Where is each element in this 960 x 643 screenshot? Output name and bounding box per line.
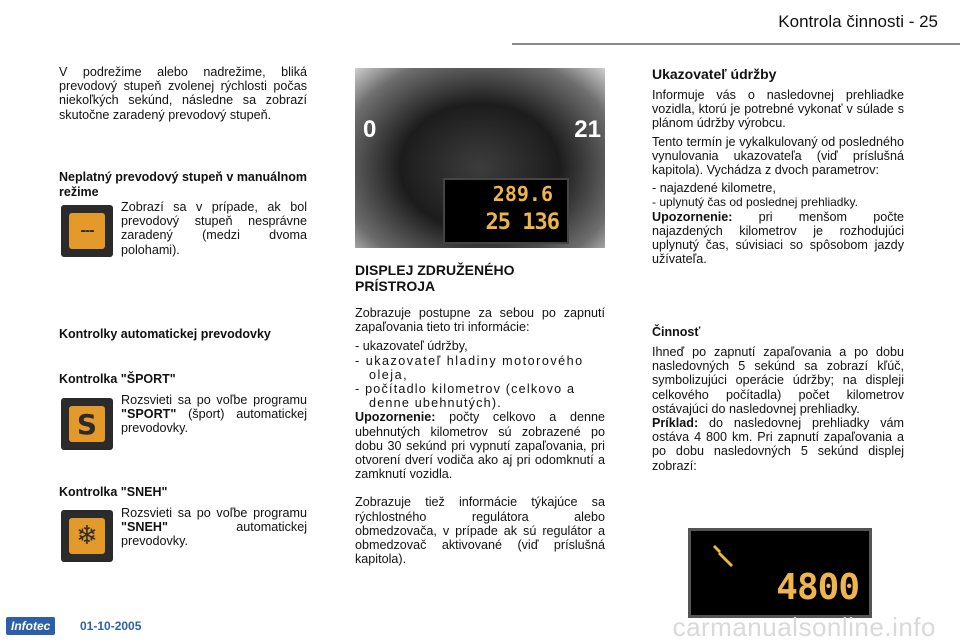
auto-lights-title: Kontrolky automatickej prevodovky xyxy=(59,327,271,341)
gear-warning-symbol: --- xyxy=(69,213,105,249)
sport-text xyxy=(121,393,307,436)
lcd-display xyxy=(443,178,569,244)
example-text xyxy=(652,416,904,473)
snow-text xyxy=(121,506,307,549)
function-section xyxy=(652,325,904,473)
watermark: carmanualsonline.info xyxy=(672,612,936,642)
wrong-gear-text: Zobrazí sa v prípade, ak bol prevodový stupeň nesprávne zaradený (medzi dvoma polohami). xyxy=(121,200,307,257)
example-label: Príklad: xyxy=(652,416,699,431)
maintenance-p1: Informuje vás o nasledovnej prehliadke vozidla, ktorú je potrebné vykonať v súlade s plánom údržby výrobcu. xyxy=(652,88,904,131)
right-column xyxy=(652,66,904,266)
maintenance-p2: Tento termín je vykalkulovaný od posledného vynulovania ukazovateľa (viď príslušná kapitola). Vychádza z dvoch parametrov: xyxy=(652,134,904,178)
footer-logo: Infotec xyxy=(6,617,55,635)
snow-text-pre: Rozsvieti sa po voľbe programu xyxy=(121,506,307,520)
sport-desc-wrap xyxy=(121,393,307,436)
sport-symbol: S xyxy=(69,406,105,442)
note-label: Upozornenie: xyxy=(652,209,733,224)
middle-text xyxy=(355,262,605,566)
wrong-gear-title: Neplatný prevodový stupeň v manuálnom režime xyxy=(59,170,307,199)
snow-text-post: automatickej prevodovky. xyxy=(121,520,307,549)
snow-desc-wrap xyxy=(121,506,307,549)
list-item: - uplynutý čas od poslednej prehliadky. xyxy=(652,195,858,210)
snow-text-bold: "SNEH" xyxy=(121,520,168,535)
note-text: pri menšom počte najazdených kilometrov je rozhodujúci uplynutý čas, súvisiaci so spôsobom jazdy užívateľa. xyxy=(652,209,904,267)
sport-text-post: (šport) automatickej prevodovky. xyxy=(121,407,307,436)
middle-intro: Zobrazuje postupne za sebou po zapnutí zapaľovania tieto tri informácie: xyxy=(355,306,605,335)
instrument-cluster-photo xyxy=(355,68,605,248)
middle-note xyxy=(355,410,605,481)
section-title: DISPLEJ ZDRUŽENÉHO PRÍSTROJA xyxy=(355,262,515,294)
header-divider xyxy=(512,43,960,45)
sport-section xyxy=(59,372,307,387)
snow-title: Kontrolka "SNEH" xyxy=(59,485,168,499)
auto-lights-section xyxy=(59,327,307,342)
sport-title: Kontrolka "ŠPORT" xyxy=(59,372,176,386)
note-label: Upozornenie: xyxy=(355,410,436,425)
lcd-maintenance-value: 4800 xyxy=(776,567,859,608)
intro-paragraph: V podrežime alebo nadrežime, bliká prevodový stupeň zvolenej rýchlosti počas niekoľkých sekúnd, následne sa zobrazí skutočne zaradený prevodový stupeň. xyxy=(59,65,307,122)
function-text: Ihneď po zapnutí zapaľovania a po dobu nasledovných 5 sekúnd sa zobrazí kľúč, symbolizujúci operácie údržby; na displeji celkového počítadla) počet kilometrov ostávajúci do nasledovnej prehliadky. xyxy=(652,345,904,416)
example-body: do nasledovnej prehliadky vám ostáva 4 800 km. Pri zapnutí zapaľovania a po dobu nasledovných 5 sekúnd displej zobrazí: xyxy=(652,416,904,473)
left-column xyxy=(59,65,307,122)
middle-list xyxy=(355,339,605,410)
list-item: - najazdené kilometre, xyxy=(652,181,776,196)
snow-section xyxy=(59,485,307,500)
gear-warning-icon xyxy=(61,205,113,257)
list-item: - ukazovateľ hladiny motorového oleja, xyxy=(355,353,584,382)
snowflake-icon xyxy=(61,510,113,562)
wrong-gear-desc-wrap xyxy=(121,200,307,257)
function-title: Činnosť xyxy=(652,325,701,339)
lcd-bottom-value: 25 136 xyxy=(485,210,559,235)
page-title: Kontrola činnosti - 25 xyxy=(778,12,938,31)
dial-right-number: 21 xyxy=(574,116,601,143)
footer-date: 01-10-2005 xyxy=(80,619,142,633)
maintenance-display-photo xyxy=(688,528,872,618)
note-text: počty celkovo a denne ubehnutých kilometrov sú zobrazené po dobu 30 sekúnd pri vypnutí zapaľovania, pri otvorení dverí vodiča ako aj pri odomknutí a zamknutí vozidla. xyxy=(355,410,605,482)
lcd-top-value: 289.6 xyxy=(492,182,553,206)
middle-extra: Zobrazuje tiež informácie týkajúce sa rýchlostného regulátora alebo obmedzovača, v prípade ak sú regulátor a obmedzovač aktivované (viď príslušná kapitola). xyxy=(355,495,605,567)
sport-icon xyxy=(61,398,113,450)
list-item: - počítadlo kilometrov (celkovo a denne ubehnutých). xyxy=(355,382,576,411)
maintenance-title: Ukazovateľ údržby xyxy=(652,66,777,82)
sport-text-bold: "SPORT" xyxy=(121,407,177,422)
wrench-icon xyxy=(709,541,739,571)
list-item: - ukazovateľ údržby, xyxy=(355,339,468,354)
snowflake-symbol: ❄ xyxy=(69,518,105,554)
wrong-gear-section xyxy=(59,170,307,200)
maintenance-note xyxy=(652,210,904,267)
dial-left-number: 0 xyxy=(363,116,377,143)
sport-text-pre: Rozsvieti sa po voľbe programu xyxy=(121,393,307,407)
